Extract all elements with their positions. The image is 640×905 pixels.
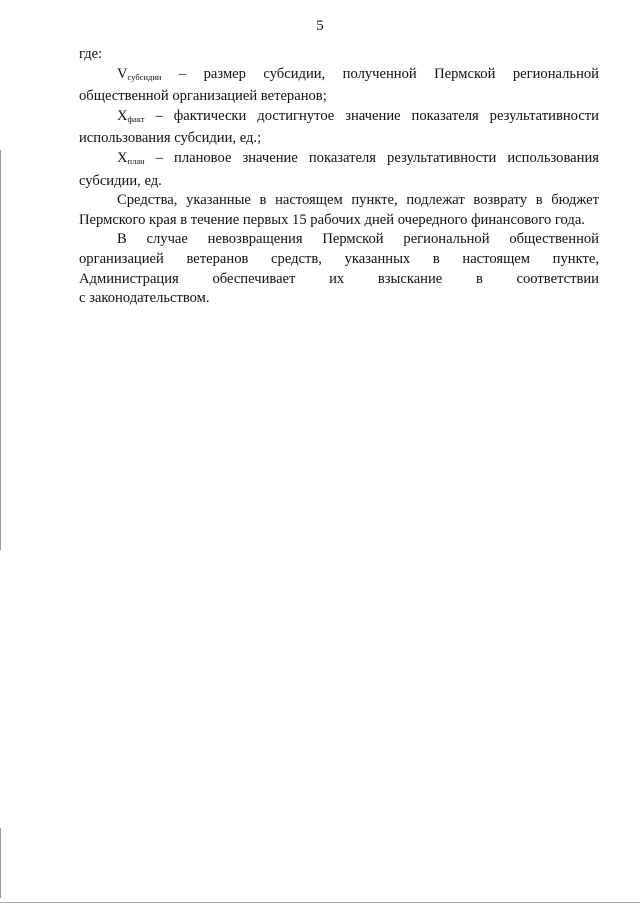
paragraph-line: с законодательством. <box>79 290 210 307</box>
scan-edge-mark <box>0 902 640 903</box>
paragraph-line: В случае невозвращения Пермской региональной общественной <box>117 231 599 248</box>
nonreturn-paragraph <box>79 230 599 308</box>
paragraph-line: организацией ветеранов средств, указанных в настоящем пункте, <box>79 250 599 267</box>
scan-edge-mark <box>0 828 1 898</box>
document-body <box>79 45 599 309</box>
refund-paragraph: Средства, указанные в настоящем пункте, подлежат возврату в бюджет Пермского края в течение первых 15 рабочих дней очередного финансового года. <box>79 192 599 228</box>
page-number: 5 <box>316 18 324 34</box>
variable-symbol: X <box>117 107 128 124</box>
variable-subscript: план <box>127 155 145 166</box>
paragraph-line: Администрация обеспечивает их взыскание в соответствии <box>79 270 599 287</box>
variable-symbol: X <box>117 149 128 166</box>
definition-item <box>79 65 599 107</box>
scan-edge-mark <box>0 150 1 550</box>
definition-text: – размер субсидии, полученной Пермской региональной общественной организацией ветеранов; <box>79 65 599 105</box>
intro-line: где: <box>79 46 103 62</box>
definition-text: – фактически достигнутое значение показателя результативности использования субсидии, ед.; <box>79 107 599 147</box>
definition-text: – плановое значение показателя результативности использования субсидии, ед. <box>79 149 599 189</box>
definition-item <box>79 107 599 149</box>
variable-subscript: субсидии <box>127 71 162 82</box>
definition-item <box>79 149 599 191</box>
variable-symbol: V <box>117 65 128 82</box>
variable-subscript: факт <box>127 113 145 124</box>
